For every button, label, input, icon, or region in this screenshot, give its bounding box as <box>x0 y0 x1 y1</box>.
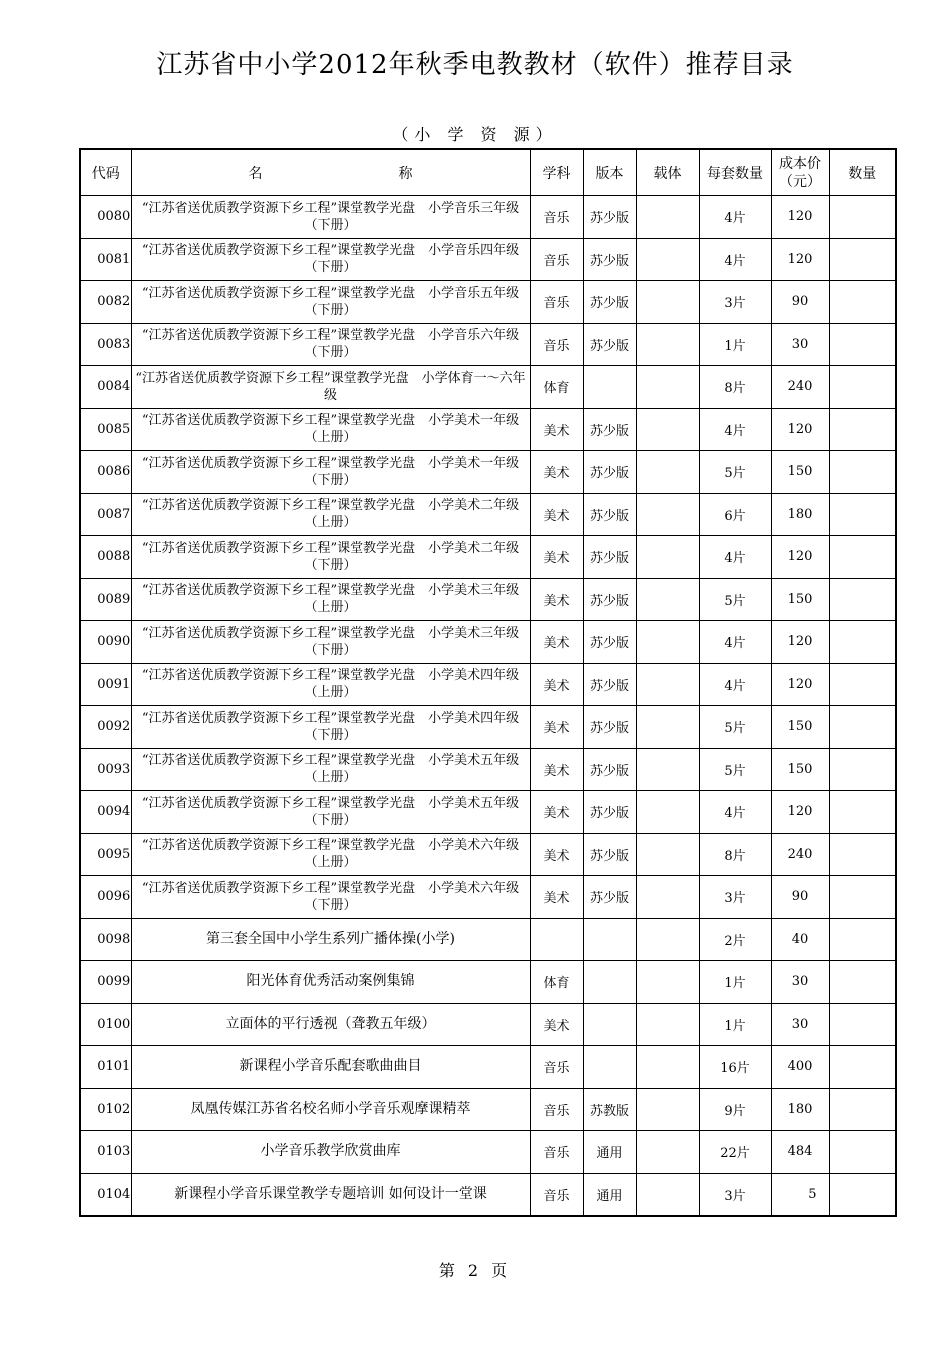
table-row <box>80 536 896 579</box>
carrier-cell <box>636 1173 699 1216</box>
carrier-cell <box>636 961 699 1004</box>
per-set-cell: 8片 <box>699 833 771 876</box>
table-row <box>80 323 896 366</box>
per-set-cell: 6片 <box>699 493 771 536</box>
name-cell: “江苏省送优质教学资源下乡工程”课堂教学光盘 小学音乐五年级（下册） <box>131 281 530 324</box>
carrier-cell <box>636 408 699 451</box>
header-name-right: 称 <box>398 165 413 182</box>
code-text: 0092 <box>97 719 131 735</box>
subject-cell <box>530 918 583 961</box>
subject-cell: 美术 <box>530 876 583 919</box>
subject-cell: 音乐 <box>530 1131 583 1174</box>
code-cell <box>80 791 131 834</box>
code-cell <box>80 451 131 494</box>
carrier-cell <box>636 706 699 749</box>
subject-cell: 美术 <box>530 536 583 579</box>
per-set-cell: 4片 <box>699 791 771 834</box>
carrier-cell <box>636 1088 699 1131</box>
subject-cell: 美术 <box>530 706 583 749</box>
carrier-cell <box>636 918 699 961</box>
quantity-cell <box>829 408 896 451</box>
code-text: 0090 <box>97 634 131 650</box>
code-cell <box>80 1003 131 1046</box>
per-set-cell: 4片 <box>699 663 771 706</box>
cost-cell: 150 <box>771 578 829 621</box>
name-cell: “江苏省送优质教学资源下乡工程”课堂教学光盘 小学美术四年级（上册） <box>131 663 530 706</box>
name-cell: “江苏省送优质教学资源下乡工程”课堂教学光盘 小学音乐六年级（下册） <box>131 323 530 366</box>
per-set-cell: 1片 <box>699 1003 771 1046</box>
subject-cell: 音乐 <box>530 1173 583 1216</box>
table-row <box>80 451 896 494</box>
table-row <box>80 833 896 876</box>
edition-cell: 苏少版 <box>583 238 636 281</box>
edition-cell: 苏少版 <box>583 451 636 494</box>
code-text: 0098 <box>97 931 131 947</box>
quantity-cell <box>829 1003 896 1046</box>
per-set-cell: 3片 <box>699 876 771 919</box>
name-cell: “江苏省送优质教学资源下乡工程”课堂教学光盘 小学体育一～六年级 <box>131 366 530 409</box>
quantity-cell <box>829 451 896 494</box>
per-set-cell: 22片 <box>699 1131 771 1174</box>
quantity-cell <box>829 833 896 876</box>
name-cell: “江苏省送优质教学资源下乡工程”课堂教学光盘 小学音乐四年级（下册） <box>131 238 530 281</box>
carrier-cell <box>636 876 699 919</box>
name-cell: 凤凰传媒江苏省名校名师小学音乐观摩课精萃 <box>131 1088 530 1131</box>
edition-cell <box>583 1003 636 1046</box>
name-cell: “江苏省送优质教学资源下乡工程”课堂教学光盘 小学美术三年级（下册） <box>131 621 530 664</box>
table-row <box>80 961 896 1004</box>
carrier-cell <box>636 238 699 281</box>
quantity-cell <box>829 323 896 366</box>
table-row <box>80 748 896 791</box>
name-cell: “江苏省送优质教学资源下乡工程”课堂教学光盘 小学美术一年级（上册） <box>131 408 530 451</box>
code-text: 0103 <box>97 1144 131 1160</box>
subject-cell: 美术 <box>530 493 583 536</box>
table-row <box>80 196 896 239</box>
edition-cell <box>583 918 636 961</box>
edition-cell: 苏少版 <box>583 876 636 919</box>
subject-cell: 音乐 <box>530 238 583 281</box>
cost-cell: 120 <box>771 621 829 664</box>
carrier-cell <box>636 493 699 536</box>
code-text: 0088 <box>97 549 131 565</box>
code-cell <box>80 748 131 791</box>
carrier-cell <box>636 323 699 366</box>
code-text: 0081 <box>97 251 131 267</box>
table-row <box>80 706 896 749</box>
name-cell: “江苏省送优质教学资源下乡工程”课堂教学光盘 小学美术六年级（上册） <box>131 833 530 876</box>
quantity-cell <box>829 1131 896 1174</box>
edition-cell: 苏少版 <box>583 323 636 366</box>
carrier-cell <box>636 748 699 791</box>
carrier-cell <box>636 663 699 706</box>
code-cell <box>80 366 131 409</box>
cost-cell: 120 <box>771 536 829 579</box>
name-cell: “江苏省送优质教学资源下乡工程”课堂教学光盘 小学音乐三年级（下册） <box>131 196 530 239</box>
quantity-cell <box>829 791 896 834</box>
per-set-cell: 1片 <box>699 961 771 1004</box>
carrier-cell <box>636 451 699 494</box>
per-set-cell: 4片 <box>699 408 771 451</box>
cost-cell: 40 <box>771 918 829 961</box>
quantity-cell <box>829 281 896 324</box>
edition-cell: 苏少版 <box>583 791 636 834</box>
catalog-table <box>79 148 897 1217</box>
page-number: 第 2 页 <box>438 1261 512 1280</box>
table-row <box>80 1003 896 1046</box>
cost-cell: 120 <box>771 791 829 834</box>
subject-cell: 美术 <box>530 621 583 664</box>
carrier-cell <box>636 536 699 579</box>
header-name <box>131 149 530 196</box>
code-text: 0094 <box>97 804 131 820</box>
edition-cell: 苏少版 <box>583 663 636 706</box>
edition-cell: 苏少版 <box>583 578 636 621</box>
table-row <box>80 876 896 919</box>
quantity-cell <box>829 918 896 961</box>
cost-cell: 120 <box>771 196 829 239</box>
quantity-cell <box>829 493 896 536</box>
code-cell <box>80 1046 131 1089</box>
cost-cell: 30 <box>771 323 829 366</box>
code-cell <box>80 578 131 621</box>
table-header-row <box>80 149 896 196</box>
header-quantity: 数量 <box>829 149 896 196</box>
subject-cell: 美术 <box>530 748 583 791</box>
quantity-cell <box>829 238 896 281</box>
header-subject: 学科 <box>530 149 583 196</box>
table-row <box>80 791 896 834</box>
code-cell <box>80 918 131 961</box>
carrier-cell <box>636 791 699 834</box>
cost-cell: 150 <box>771 451 829 494</box>
quantity-cell <box>829 536 896 579</box>
header-edition: 版本 <box>583 149 636 196</box>
name-cell: “江苏省送优质教学资源下乡工程”课堂教学光盘 小学美术三年级（上册） <box>131 578 530 621</box>
subject-cell: 体育 <box>530 366 583 409</box>
subject-cell: 美术 <box>530 408 583 451</box>
name-cell: “江苏省送优质教学资源下乡工程”课堂教学光盘 小学美术一年级（下册） <box>131 451 530 494</box>
page-title: 江苏省中小学2012年秋季电教教材（软件）推荐目录 <box>156 50 794 80</box>
table-row <box>80 621 896 664</box>
table-row <box>80 493 896 536</box>
table-row <box>80 1131 896 1174</box>
table-row <box>80 1173 896 1216</box>
quantity-cell <box>829 663 896 706</box>
table-row <box>80 1088 896 1131</box>
table-row <box>80 918 896 961</box>
code-cell <box>80 1088 131 1131</box>
code-cell <box>80 196 131 239</box>
per-set-cell: 4片 <box>699 536 771 579</box>
code-cell <box>80 706 131 749</box>
carrier-cell <box>636 196 699 239</box>
cost-cell: 240 <box>771 366 829 409</box>
quantity-cell <box>829 621 896 664</box>
subject-cell: 体育 <box>530 961 583 1004</box>
carrier-cell <box>636 1003 699 1046</box>
name-cell: 小学音乐教学欣赏曲库 <box>131 1131 530 1174</box>
carrier-cell <box>636 833 699 876</box>
header-carrier: 载体 <box>636 149 699 196</box>
code-text: 0087 <box>97 506 131 522</box>
quantity-cell <box>829 1046 896 1089</box>
carrier-cell <box>636 1131 699 1174</box>
subject-cell: 音乐 <box>530 281 583 324</box>
quantity-cell <box>829 876 896 919</box>
carrier-cell <box>636 621 699 664</box>
edition-cell: 苏少版 <box>583 493 636 536</box>
table-row <box>80 408 896 451</box>
cost-cell: 484 <box>771 1131 829 1174</box>
code-text: 0080 <box>97 209 131 225</box>
code-text: 0100 <box>97 1016 131 1032</box>
edition-cell <box>583 1046 636 1089</box>
section-subtitle: （小 学 资 源） <box>392 125 558 144</box>
code-text: 0101 <box>97 1059 131 1075</box>
cost-cell: 150 <box>771 706 829 749</box>
per-set-cell: 9片 <box>699 1088 771 1131</box>
subject-cell: 美术 <box>530 833 583 876</box>
code-cell <box>80 621 131 664</box>
header-cost-line1: 成本价 <box>779 155 821 172</box>
code-text: 0093 <box>97 761 131 777</box>
code-text: 0096 <box>97 889 131 905</box>
name-cell: 立面体的平行透视（聋教五年级） <box>131 1003 530 1046</box>
cost-cell: 90 <box>771 876 829 919</box>
table-row <box>80 663 896 706</box>
edition-cell: 苏教版 <box>583 1088 636 1131</box>
header-per-set: 每套数量 <box>699 149 771 196</box>
code-text: 0091 <box>97 676 131 692</box>
code-cell <box>80 961 131 1004</box>
code-text: 0083 <box>97 336 131 352</box>
edition-cell: 苏少版 <box>583 833 636 876</box>
quantity-cell <box>829 1088 896 1131</box>
cost-cell: 240 <box>771 833 829 876</box>
code-cell <box>80 238 131 281</box>
code-cell <box>80 536 131 579</box>
code-cell <box>80 833 131 876</box>
quantity-cell <box>829 1173 896 1216</box>
code-text: 0099 <box>97 974 131 990</box>
code-cell <box>80 1173 131 1216</box>
name-cell: 新课程小学音乐课堂教学专题培训 如何设计一堂课 <box>131 1173 530 1216</box>
subject-cell: 美术 <box>530 451 583 494</box>
carrier-cell <box>636 281 699 324</box>
name-cell: “江苏省送优质教学资源下乡工程”课堂教学光盘 小学美术二年级（下册） <box>131 536 530 579</box>
header-cost-line2: （元） <box>779 173 821 190</box>
code-text: 0089 <box>97 591 131 607</box>
per-set-cell: 3片 <box>699 1173 771 1216</box>
table-body <box>80 196 896 1216</box>
name-cell: 阳光体育优秀活动案例集锦 <box>131 961 530 1004</box>
per-set-cell: 4片 <box>699 238 771 281</box>
cost-cell: 5 <box>771 1173 829 1216</box>
edition-cell: 苏少版 <box>583 621 636 664</box>
per-set-cell: 4片 <box>699 621 771 664</box>
quantity-cell <box>829 748 896 791</box>
per-set-cell: 3片 <box>699 281 771 324</box>
edition-cell: 通用 <box>583 1131 636 1174</box>
name-cell: “江苏省送优质教学资源下乡工程”课堂教学光盘 小学美术五年级（上册） <box>131 748 530 791</box>
quantity-cell <box>829 961 896 1004</box>
code-cell <box>80 323 131 366</box>
code-text: 0086 <box>97 464 131 480</box>
code-cell <box>80 408 131 451</box>
subject-cell: 音乐 <box>530 1046 583 1089</box>
cost-cell: 400 <box>771 1046 829 1089</box>
edition-cell: 苏少版 <box>583 408 636 451</box>
per-set-cell: 4片 <box>699 196 771 239</box>
table-row <box>80 578 896 621</box>
subject-cell: 音乐 <box>530 196 583 239</box>
header-cost <box>771 149 829 196</box>
per-set-cell: 16片 <box>699 1046 771 1089</box>
carrier-cell <box>636 366 699 409</box>
per-set-cell: 5片 <box>699 748 771 791</box>
cost-cell: 180 <box>771 1088 829 1131</box>
per-set-cell: 8片 <box>699 366 771 409</box>
subject-cell: 美术 <box>530 578 583 621</box>
subject-cell: 美术 <box>530 663 583 706</box>
cost-cell: 150 <box>771 748 829 791</box>
name-cell: “江苏省送优质教学资源下乡工程”课堂教学光盘 小学美术四年级（下册） <box>131 706 530 749</box>
name-cell: “江苏省送优质教学资源下乡工程”课堂教学光盘 小学美术六年级（下册） <box>131 876 530 919</box>
edition-cell: 苏少版 <box>583 536 636 579</box>
edition-cell <box>583 961 636 1004</box>
cost-cell: 120 <box>771 408 829 451</box>
edition-cell: 苏少版 <box>583 706 636 749</box>
quantity-cell <box>829 196 896 239</box>
per-set-cell: 2片 <box>699 918 771 961</box>
edition-cell: 苏少版 <box>583 281 636 324</box>
code-cell <box>80 1131 131 1174</box>
subject-cell: 音乐 <box>530 1088 583 1131</box>
edition-cell: 苏少版 <box>583 196 636 239</box>
quantity-cell <box>829 706 896 749</box>
edition-cell: 苏少版 <box>583 748 636 791</box>
per-set-cell: 5片 <box>699 578 771 621</box>
cost-cell: 120 <box>771 663 829 706</box>
edition-cell: 通用 <box>583 1173 636 1216</box>
cost-cell: 120 <box>771 238 829 281</box>
cost-cell: 30 <box>771 1003 829 1046</box>
code-text: 0104 <box>97 1186 131 1202</box>
per-set-cell: 5片 <box>699 706 771 749</box>
subject-cell: 美术 <box>530 791 583 834</box>
cost-cell: 30 <box>771 961 829 1004</box>
code-cell <box>80 663 131 706</box>
code-cell <box>80 876 131 919</box>
edition-cell <box>583 366 636 409</box>
code-text: 0085 <box>97 421 131 437</box>
table-row <box>80 281 896 324</box>
quantity-cell <box>829 578 896 621</box>
code-text: 0084 <box>97 379 131 395</box>
per-set-cell: 1片 <box>699 323 771 366</box>
table-row <box>80 1046 896 1089</box>
per-set-cell: 5片 <box>699 451 771 494</box>
subject-cell: 美术 <box>530 1003 583 1046</box>
code-text: 0102 <box>97 1101 131 1117</box>
cost-cell: 90 <box>771 281 829 324</box>
name-cell: “江苏省送优质教学资源下乡工程”课堂教学光盘 小学美术二年级（上册） <box>131 493 530 536</box>
cost-cell: 180 <box>771 493 829 536</box>
code-text: 0095 <box>97 846 131 862</box>
header-name-left: 名 <box>248 165 263 182</box>
table-row <box>80 238 896 281</box>
name-cell: “江苏省送优质教学资源下乡工程”课堂教学光盘 小学美术五年级（下册） <box>131 791 530 834</box>
subject-cell: 音乐 <box>530 323 583 366</box>
code-text: 0082 <box>97 294 131 310</box>
carrier-cell <box>636 1046 699 1089</box>
name-cell: 第三套全国中小学生系列广播体操(小学) <box>131 918 530 961</box>
header-code: 代码 <box>80 149 131 196</box>
code-cell <box>80 493 131 536</box>
name-cell: 新课程小学音乐配套歌曲曲目 <box>131 1046 530 1089</box>
code-cell <box>80 281 131 324</box>
quantity-cell <box>829 366 896 409</box>
carrier-cell <box>636 578 699 621</box>
table-row <box>80 366 896 409</box>
